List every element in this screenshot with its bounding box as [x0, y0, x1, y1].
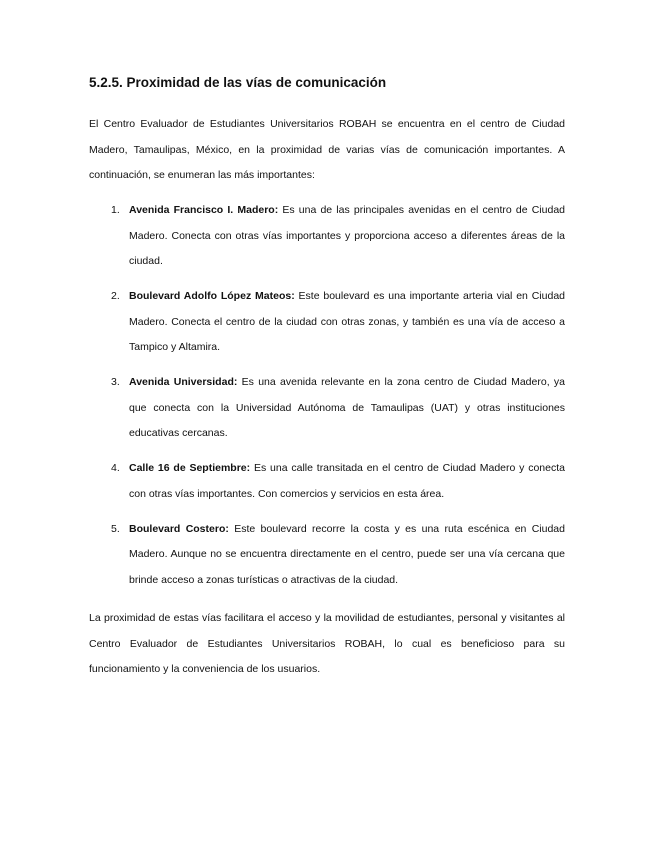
intro-paragraph: El Centro Evaluador de Estudiantes Universitarios ROBAH se encuentra en el centro de Ciudad Madero, Tamaulipas, México, en la proximidad de varias vías de comunicación importantes. A continuación, se enumeran las más importantes:: [89, 118, 565, 181]
list-item-title: Boulevard Costero:: [129, 522, 229, 535]
list-item-text: Es una avenida relevante en la zona centro de Ciudad Madero, ya que conecta con la Universidad Autónoma de Tamaulipas (UAT) y otras instituciones educativas cercanas.: [129, 376, 565, 439]
list-item-number: 2.: [111, 290, 120, 302]
section-heading: 5.2.5. Proximidad de las vías de comunicación: [89, 75, 387, 90]
list-item-text: Es una calle transitada en el centro de Ciudad Madero y conecta con otras vías importantes. Con comercios y servicios en esta área.: [129, 462, 565, 500]
list-item-title: Avenida Universidad:: [129, 376, 238, 388]
list-item-title: Boulevard Adolfo López Mateos:: [129, 290, 295, 302]
list-item-title: Calle 16 de Septiembre:: [129, 462, 251, 474]
list-item: [89, 284, 565, 361]
list-item: [89, 517, 565, 594]
conclusion-paragraph: La proximidad de estas vías facilitara el acceso y la movilidad de estudiantes, personal y visitantes al Centro Evaluador de Estudiantes Universitarios ROBAH, lo cual es beneficioso para su funcionamiento y la conveniencia de los usuarios.: [89, 612, 565, 675]
list-item-title: Avenida Francisco I. Madero:: [129, 204, 279, 216]
list-item-text: Este boulevard es una importante arteria vial en Ciudad Madero. Conecta el centro de la ciudad con otras zonas, y también es una vía de acceso a Tampico y Altamira.: [129, 290, 565, 353]
list-item: [89, 456, 565, 507]
list-item-number: 1.: [111, 204, 120, 216]
list-item: [89, 198, 565, 275]
list-item-number: 4.: [111, 462, 120, 474]
list-item-text: Este boulevard recorre la costa y es una ruta escénica en Ciudad Madero. Aunque no se encuentra directamente en el centro, puede ser una vía cercana que brinde acceso a zonas turísticas o atractivas de la ciudad.: [129, 522, 565, 586]
list-item-number: 3.: [111, 376, 120, 388]
list-item-number: 5.: [111, 522, 120, 535]
roads-list: [89, 198, 565, 603]
list-item: [89, 370, 565, 447]
list-item-text: Es una de las principales avenidas en el centro de Ciudad Madero. Conecta con otras vías importantes y proporciona acceso a diferentes áreas de la ciudad.: [129, 204, 565, 267]
